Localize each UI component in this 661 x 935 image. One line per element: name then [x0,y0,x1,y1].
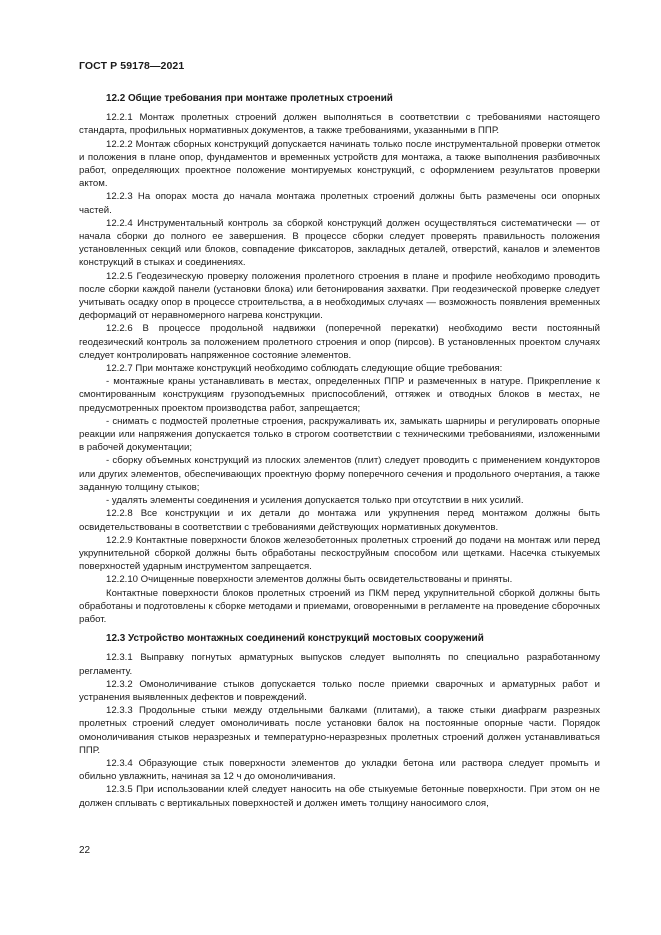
list-item: - монтажные краны устанавливать в местах, определенных ППР и размеченных в натуре. Прикрепление к смонтированным конструкциям грузоподъемных приспособлений, оттяжек и отводных блоков в местах, не предусмотренных проектом производства работ, запрещается; [79,376,600,414]
section-heading-12-3: 12.3 Устройство монтажных соединений конструкций мостовых сооружений [106,633,484,645]
document-body [79,92,600,810]
paragraph-12-3-2: 12.3.2 Омоноличивание стыков допускается только после приемки сварочных и арматурных работ и устранения выявленных дефектов и повреждений. [79,678,600,703]
paragraph-contact-surfaces: Контактные поверхности блоков пролетных строений из ПКМ перед укрупнительной сборкой должны быть обработаны и подготовлены к сборке методами и приемами, оговоренными в регламенте на проведение сборочных работ. [79,587,600,625]
paragraph-12-3-1: 12.3.1 Выправку погнутых арматурных выпусков следует выполнять по специально разработанному регламенту. [79,652,600,677]
paragraph-12-2-6: 12.2.6 В процессе продольной надвижки (поперечной перекатки) необходимо вести постоянный геодезический контроль за положением пролетного строения и опор (пирсов). В установленных проектом случаях следует контролировать напряженное состояние элементов. [79,323,600,361]
paragraph-12-2-2: 12.2.2 Монтаж сборных конструкций допускается начинать только после инструментальной проверки отметок и положения в плане опор, фундаментов и временных устройств для монтажа, а также выполнения разбивочных работ, определяющих проектное положение монтируемых конструкций, с оформлением результатов проверки актом. [79,138,600,190]
paragraph-12-2-5: 12.2.5 Геодезическую проверку положения пролетного строения в плане и профиле необходимо проводить после сборки каждой панели (установки блока) или бетонирования захватки. При геодезической проверке следует учитывать осадку опор в процессе строительства, а в необходимых случаях — возможность появления временных деформаций от неравномерного нагрева конструкции. [79,270,600,322]
page-number: 22 [79,845,91,856]
paragraph-12-2-4: 12.2.4 Инструментальный контроль за сборкой конструкций должен осуществляться систематически — от начала сборки до полного ее завершения. В процессе сборки следует проверять правильность положения установленных секций или блоков, совпадение фиксаторов, закладных деталей, отверстий, каналов и элементов конструкций в стыках и соединениях. [79,217,600,269]
paragraph-12-3-5: 12.3.5 При использовании клей следует наносить на обе стыкуемые бетонные поверхности. При этом он не должен сплывать с вертикальных поверхностей и должен иметь толщину наносимого слоя, [79,784,600,809]
document-header: ГОСТ Р 59178—2021 [79,60,185,72]
section-heading-12-2: 12.2 Общие требования при монтаже пролетных строений [106,93,393,104]
list-item: - удалять элементы соединения и усиления допускается только при отсутствии в них усилий. [106,495,524,507]
paragraph-12-3-4: 12.3.4 Образующие стык поверхности элементов до укладки бетона или раствора следует промыть и обильно увлажнить, начиная за 12 ч до омоноличивания. [79,757,600,783]
paragraph-12-2-7: 12.2.7 При монтаже конструкций необходимо соблюдать следующие общие требования: [106,363,503,375]
paragraph-12-2-3: 12.2.3 На опорах моста до начала монтажа пролетных строений должны быть размечены оси опорных частей. [79,191,600,216]
list-item: - снимать с подмостей пролетные строения, раскружаливать их, замыкать шарниры и регулировать опорные реакции или напряжения допускается только в строгом соответствии с техническими требованиями, изложенными в рабочей документации; [79,415,600,454]
paragraph-12-2-9: 12.2.9 Контактные поверхности блоков железобетонных пролетных строений до подачи на монтаж или перед укрупнительной сборкой должны быть обработаны пескоструйным способом или щетками. Насечка стыкуемых поверхностей ударным инструментом запрещается. [79,534,600,573]
paragraph-12-2-8: 12.2.8 Все конструкции и их детали до монтажа или укрупнения перед монтажом должны быть освидетельствованы в соответствии с требованиями действующих нормативных документов. [79,508,600,533]
paragraph-12-2-1: 12.2.1 Монтаж пролетных строений должен выполняться в соответствии с требованиями настоящего стандарта, профильных нормативных документов, а также требованиями, указанными в ППР. [79,112,600,137]
paragraph-12-2-10: 12.2.10 Очищенные поверхности элементов должны быть освидетельствованы и приняты. [106,574,513,586]
list-item: - сборку объемных конструкций из плоских элементов (плит) следует проводить с применением кондукторов или других элементов, обеспечивающих проектную форму поперечного сечения и продольного очертания, а также заданную толщину стыков; [79,455,600,493]
paragraph-12-3-3: 12.3.3 Продольные стыки между отдельными балками (плитами), а также стыки диафрагм разрезных пролетных строений следует омоноличивать после установки балок на постоянные опорные части. Порядок омоноличивания стыков неразрезных и температурно-неразрезных пролетных строений должен устанавливаться ППР. [79,705,600,756]
